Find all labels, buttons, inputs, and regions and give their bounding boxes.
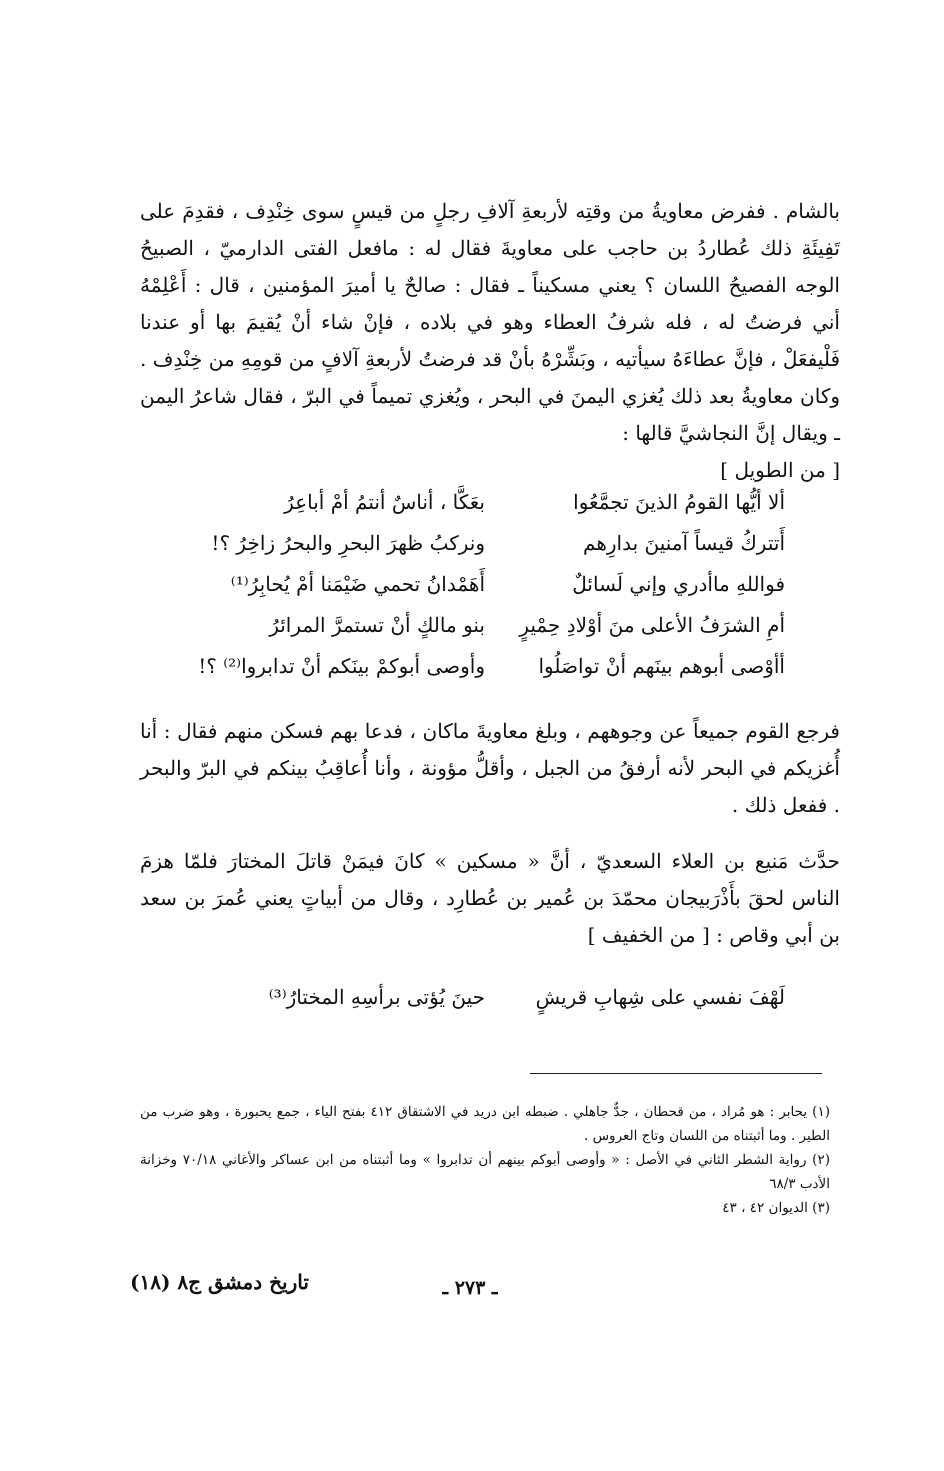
paragraph-3-text: حدَّث مَنيع بن العلاء السعديّ ، أنَّ « مسكين » كانَ فيمَنْ قاتلَ المختارَ فلمّا هزمَ الناس لحقَ بأَذْرَبيجان محمّدَ بن عُمير بن عُطارِد ، وقال من أبياتٍ يعني عُمرَ بن سعد بن أبي وقاص : [ من الخفيف ] xyxy=(140,849,840,947)
paragraph-2 xyxy=(140,713,840,824)
verse-second-hemistich: وأوصى أبوكمْ بينَكم أنْ تدابروا⁽²⁾ ؟! xyxy=(198,654,485,678)
meter-label-tawil: [ من الطويل ] xyxy=(720,458,840,482)
verse-second-hemistich: بعَكَّا ، أناسٌ أنتمُ أمْ أباعِرُ xyxy=(284,490,485,514)
verse-second-hemistich: حينَ يُؤتى برأسِهِ المختارُ⁽³⁾ xyxy=(268,985,485,1009)
page-number: ـ ٢٧٣ ـ xyxy=(442,1277,498,1299)
verse-second-hemistich: بنو مالكٍ أنْ تستمرَّ المرائرُ xyxy=(269,613,485,637)
paragraph-2-text: فرجع القوم جميعاً عن وجوههم ، وبلغ معاويةَ ماكان ، فدعا بهم فسكن منهم فقال : أنا أُغزيكم في البحر لأنه أرفقُ من الجبل ، وأقلُّ مؤونة ، وأنا أُعاقِبُ بينكم في البرّ والبحر . ففعل ذلك . xyxy=(140,719,840,817)
verse-second-hemistich: أَهَمْدانُ تحمي ضَيْمَنا أمْ يُحابِرُ⁽¹⁾ xyxy=(230,572,485,596)
footnote-divider xyxy=(530,1073,822,1074)
verse xyxy=(195,531,785,572)
verse-second-hemistich: ونركبُ ظهرَ البحرِ والبحرُ زاخِرُ ؟! xyxy=(211,531,485,555)
footnote-1: (١) يحابر : هو مُراد ، من قحطان ، جدٌّ جاهلي . ضبطه ابن دريد في الاشتقاق ٤١٢ بفتح الياء ، جمع يحبورة ، وهو ضرب من الطير . وما أثبتناه من اللسان وتاج العروس . xyxy=(140,1104,830,1144)
verse xyxy=(195,654,785,695)
paragraph-1 xyxy=(140,193,840,489)
poem-tawil xyxy=(195,490,785,695)
verse xyxy=(195,572,785,613)
verse-first-hemistich: أمِ الشرَفُ الأعلى منَ أوْلادِ حِمْيرٍ xyxy=(519,613,785,637)
verse-first-hemistich: أَتتركُ قيساً آمنينَ بدارِهم xyxy=(583,531,785,555)
verse-first-hemistich: ألا أيُّها القومُ الذينَ تجمَّعُوا xyxy=(573,490,785,514)
verse xyxy=(195,613,785,654)
footnotes xyxy=(140,1100,830,1220)
verse-first-hemistich: أأوْصى أبوهم بينَهم أنْ تواصَلُوا xyxy=(538,654,785,678)
paragraph-3 xyxy=(140,843,840,954)
verse xyxy=(195,490,785,531)
volume-signature: تاريخ دمشق ج٨ (١٨) xyxy=(130,1270,309,1294)
verse xyxy=(195,985,785,1026)
footnote-3: (٣) الديوان ٤٢ ، ٤٣ xyxy=(722,1200,830,1216)
footnote-2: (٢) رواية الشطر الثاني في الأصل : « وأوصى أبوكم بينهم أن تدابروا » وما أثبتناه من ابن عساكر والأغاني ٧٠/١٨ وخزانة الأدب ٦٨/٣ xyxy=(140,1152,830,1192)
paragraph-1-text: بالشام . ففرض معاويةُ من وقتِه لأربعةِ آلافِ رجلٍ من قيسٍ سوى خِنْدِف ، فقدِمَ على تَفِيئَةِ ذلك عُطاردُ بن حاجب على معاويةَ فقال له : مافعل الفتى الدارميّ ، الصبيحُ الوجه الفصيحُ اللسان ؟ يعني مسكيناً ـ فقال : صالحٌ يا أميرَ المؤمنين ، قال : أَعْلِمْهُ أني فرضتُ له ، فله شرفُ العطاء وهو في بلاده ، فإنْ شاء أنْ يُقيمَ بها أو عندنا فَلْيفعَلْ ، فإنَّ عطاءَهُ سيأتيه ، وبَشِّرْهُ بأنْ قد فرضتُ لأربعةِ آلافٍ من قومِهِ من خِنْدِف . وكان معاويةُ بعد ذلك يُغزي اليمنَ في البحر ، ويُغزي تميماً في البرّ ، فقال شاعرُ اليمن ـ ويقال إنَّ النجاشيَّ قالها : xyxy=(140,199,840,445)
poem-khafif xyxy=(195,985,785,1026)
verse-first-hemistich: فواللهِ ماأدري وإني لَسائلٌ xyxy=(572,572,785,596)
verse-first-hemistich: لَهْفَ نفسي على شِهابِ قريشٍ xyxy=(535,985,785,1009)
